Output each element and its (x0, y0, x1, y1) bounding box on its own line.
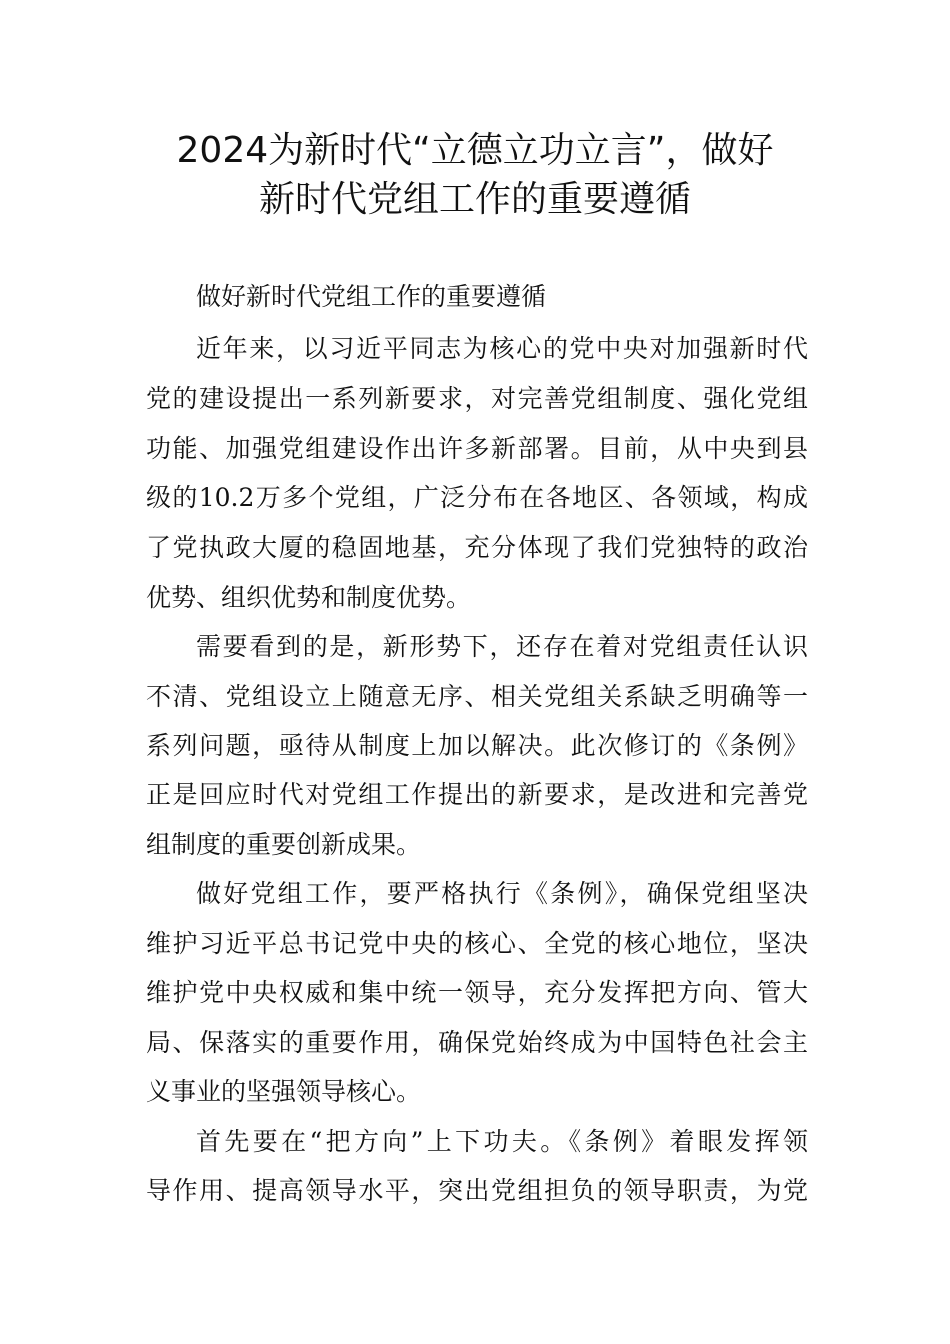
paragraph-line: 维护习近平总书记党中央的核心、全党的核心地位，坚决 (146, 929, 808, 958)
paragraph-line: 做好党组工作，要严格执行《条例》，确保党组坚决 (196, 879, 808, 908)
paragraph-line: 功能、加强党组建设作出许多新部署。目前，从中央到县 (146, 434, 808, 463)
paragraph-line: 了党执政大厦的稳固地基，充分体现了我们党独特的政治 (146, 533, 808, 562)
paragraph-line: 组制度的重要创新成果。 (146, 830, 422, 859)
paragraph-line: 正是回应时代对党组工作提出的新要求，是改进和完善党 (146, 780, 808, 809)
paragraph-line: 首先要在“把方向”上下功夫。《条例》着眼发挥领 (196, 1127, 808, 1156)
paragraph-line: 级的10.2万多个党组，广泛分布在各地区、各领域，构成 (146, 483, 808, 512)
paragraph-line: 需要看到的是，新形势下，还存在着对党组责任认识 (196, 632, 808, 661)
subheading: 做好新时代党组工作的重要遵循 (196, 282, 547, 311)
paragraph-line: 维护党中央权威和集中统一领导，充分发挥把方向、管大 (146, 978, 808, 1007)
paragraph-line: 义事业的坚强领导核心。 (146, 1077, 422, 1106)
paragraph-line: 近年来，以习近平同志为核心的党中央对加强新时代 (196, 334, 808, 363)
paragraph-line: 局、保落实的重要作用，确保党始终成为中国特色社会主 (146, 1028, 808, 1057)
paragraph-line: 系列问题，亟待从制度上加以解决。此次修订的《条例》 (146, 731, 808, 760)
document-title-line-1: 2024为新时代“立德立功立言”，做好 (176, 130, 774, 171)
paragraph-line: 党的建设提出一系列新要求，对完善党组制度、强化党组 (146, 384, 808, 413)
document-title-line-2: 新时代党组工作的重要遵循 (258, 179, 691, 220)
paragraph-line: 导作用、提高领导水平，突出党组担负的领导职责，为党 (146, 1176, 808, 1205)
paragraph-line: 不清、党组设立上随意无序、相关党组关系缺乏明确等一 (146, 682, 808, 711)
paragraph-line: 优势、组织优势和制度优势。 (146, 583, 472, 612)
